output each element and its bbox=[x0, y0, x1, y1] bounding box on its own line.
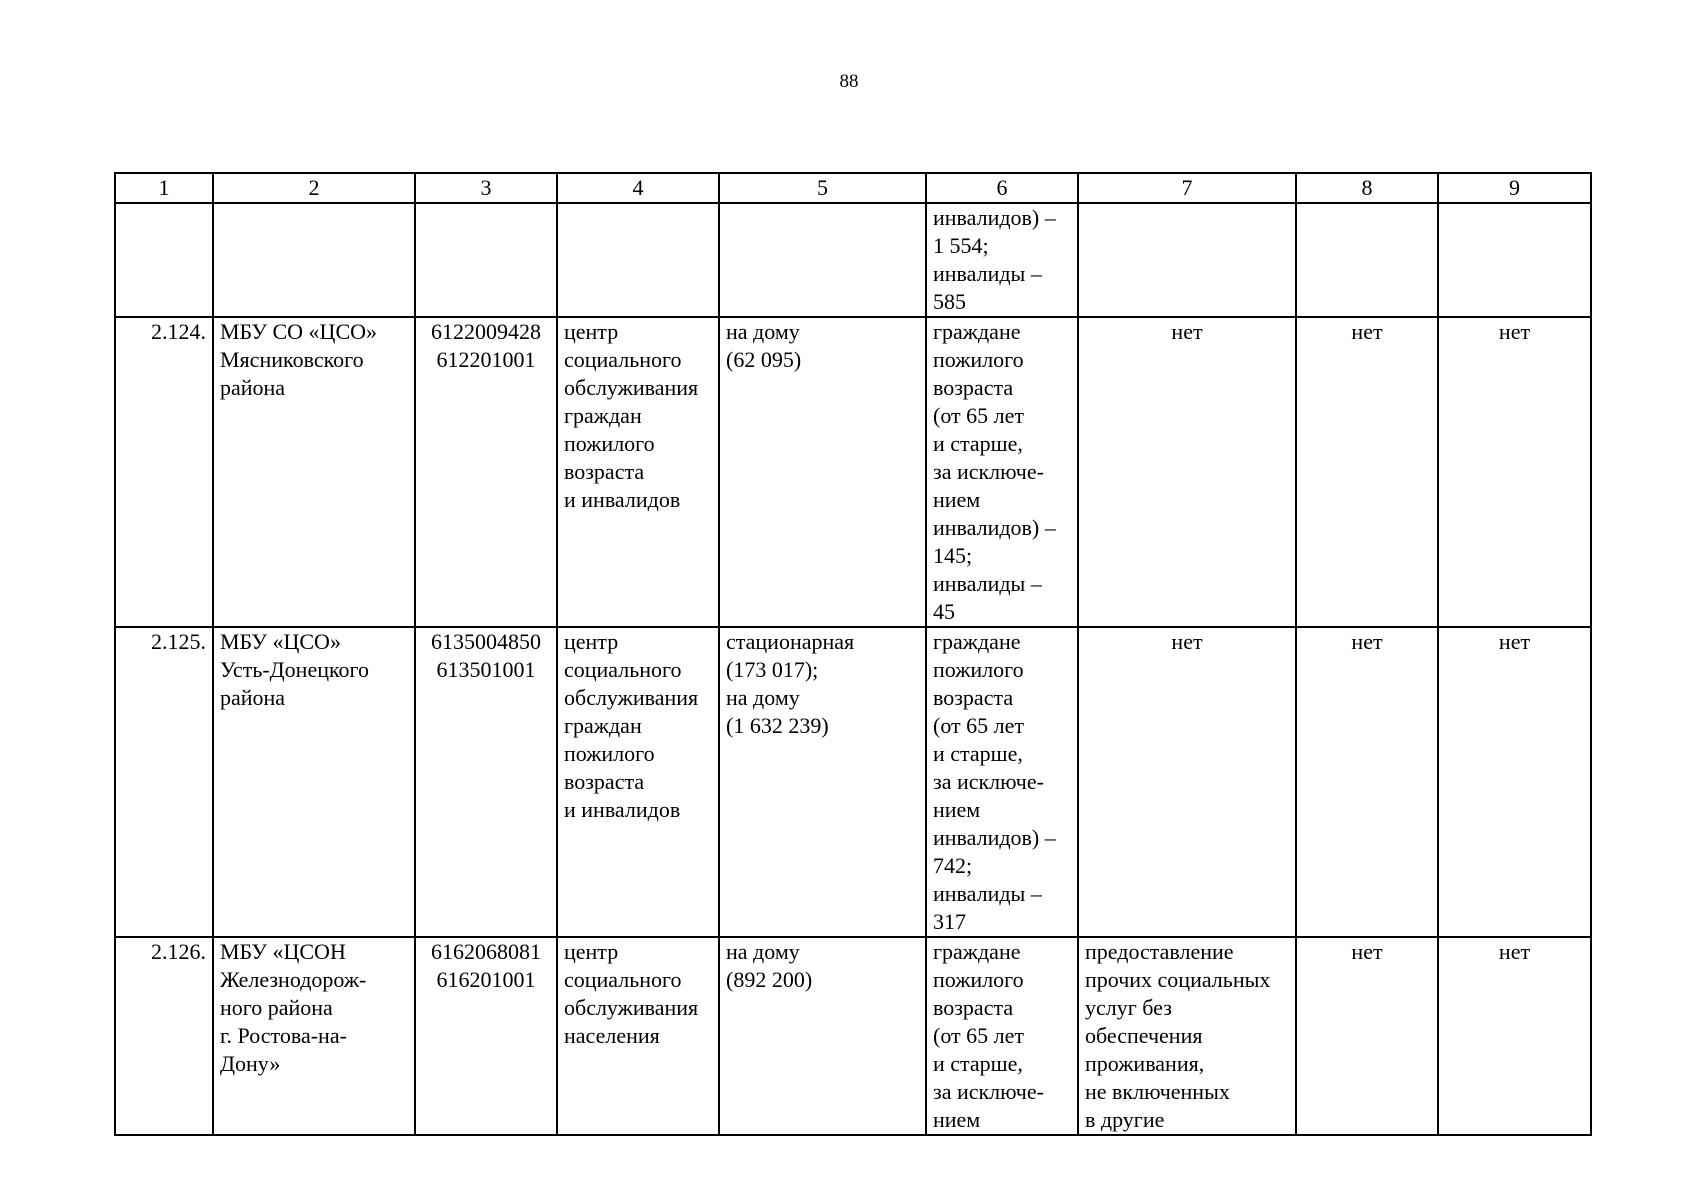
inn-value: 6122009428 bbox=[431, 319, 541, 344]
continuation-row bbox=[115, 203, 1591, 317]
text-line: проживания, bbox=[1085, 1051, 1205, 1076]
cell-organization-type bbox=[557, 937, 719, 1135]
text-line: за исключе- bbox=[933, 459, 1044, 484]
header-cell-8: 8 bbox=[1296, 173, 1438, 203]
organizations-table bbox=[114, 172, 1592, 1136]
text-line: за исключе- bbox=[933, 769, 1044, 794]
text-line: (173 017); bbox=[726, 657, 819, 682]
text-line: и инвалидов bbox=[564, 487, 681, 512]
cell-number: 2.124. bbox=[115, 317, 213, 627]
text-line: (от 65 лет bbox=[933, 1023, 1025, 1048]
header-cell-5: 5 bbox=[719, 173, 926, 203]
cell-empty bbox=[115, 203, 213, 317]
cell-empty bbox=[557, 203, 719, 317]
kpp-value: 612201001 bbox=[436, 347, 536, 372]
text-line: и старше, bbox=[933, 741, 1023, 766]
cell-organization-name bbox=[213, 627, 415, 937]
text-line: возраста bbox=[933, 995, 1014, 1020]
header-cell-2: 2 bbox=[213, 173, 415, 203]
text-line: за исключе- bbox=[933, 1079, 1044, 1104]
text-line: Усть-Донецкого bbox=[220, 657, 370, 682]
text-line: инвалиды – bbox=[933, 261, 1042, 286]
cell-empty bbox=[1296, 203, 1438, 317]
table-row bbox=[115, 937, 1591, 1135]
header-cell-6: 6 bbox=[926, 173, 1078, 203]
text-line: граждане bbox=[933, 939, 1021, 964]
header-cell-7: 7 bbox=[1078, 173, 1296, 203]
text-line: стационарная bbox=[726, 629, 855, 654]
text-line: граждан bbox=[564, 403, 642, 428]
cell-col9: нет bbox=[1438, 317, 1591, 627]
cell-col9: нет bbox=[1438, 937, 1591, 1135]
cell-empty bbox=[415, 203, 557, 317]
text-line: обслуживания bbox=[564, 685, 699, 710]
text-line: социального bbox=[564, 967, 682, 992]
text-line: не включенных bbox=[1085, 1079, 1230, 1104]
text-line: инвалиды – bbox=[933, 571, 1042, 596]
cell-col9: нет bbox=[1438, 627, 1591, 937]
cell-col7 bbox=[1078, 317, 1296, 627]
text-line: центр bbox=[564, 629, 619, 654]
table-row bbox=[115, 627, 1591, 937]
text-line: населения bbox=[564, 1023, 660, 1048]
text-line: и инвалидов bbox=[564, 797, 681, 822]
text-line: инвалидов) – bbox=[933, 515, 1056, 540]
cell-empty bbox=[719, 203, 926, 317]
text-line: нием bbox=[933, 1107, 981, 1132]
cell-col8: нет bbox=[1296, 937, 1438, 1135]
text-line: нет bbox=[1171, 629, 1203, 654]
text-line: в другие bbox=[1085, 1107, 1165, 1132]
header-cell-9: 9 bbox=[1438, 173, 1591, 203]
cell-number: 2.126. bbox=[115, 937, 213, 1135]
text-line: возраста bbox=[564, 769, 645, 794]
text-line: пожилого bbox=[933, 347, 1024, 372]
cell-col8: нет bbox=[1296, 317, 1438, 627]
text-line: на дому bbox=[726, 685, 800, 710]
text-line: возраста bbox=[933, 375, 1014, 400]
text-line: г. Ростова-на- bbox=[220, 1023, 347, 1048]
text-line: пожилого bbox=[564, 741, 655, 766]
text-line: (892 200) bbox=[726, 967, 813, 992]
table-row bbox=[115, 317, 1591, 627]
text-line: (1 632 239) bbox=[726, 713, 829, 738]
text-line: (от 65 лет bbox=[933, 403, 1025, 428]
cell-inn-kpp bbox=[415, 627, 557, 937]
cell-category bbox=[926, 937, 1078, 1135]
text-line: (от 65 лет bbox=[933, 713, 1025, 738]
text-line: инвалиды – bbox=[933, 881, 1042, 906]
cell-category bbox=[926, 627, 1078, 937]
text-line: 1 554; bbox=[933, 233, 989, 258]
text-line: Мясниковского bbox=[220, 347, 364, 372]
cell-number: 2.125. bbox=[115, 627, 213, 937]
text-line: и старше, bbox=[933, 431, 1023, 456]
text-line: МБУ СО «ЦСО» bbox=[220, 319, 378, 344]
header-cell-4: 4 bbox=[557, 173, 719, 203]
header-row bbox=[115, 173, 1591, 203]
text-line: обеспечения bbox=[1085, 1023, 1203, 1048]
cell-organization-name bbox=[213, 317, 415, 627]
text-line: граждан bbox=[564, 713, 642, 738]
text-line: 742; bbox=[933, 853, 973, 878]
text-line: 145; bbox=[933, 543, 973, 568]
text-line: ного района bbox=[220, 995, 333, 1020]
text-line: социального bbox=[564, 657, 682, 682]
text-line: граждане bbox=[933, 629, 1021, 654]
header-cell-1: 1 bbox=[115, 173, 213, 203]
text-line: пожилого bbox=[933, 967, 1024, 992]
cell-organization-type bbox=[557, 317, 719, 627]
text-line: (62 095) bbox=[726, 347, 802, 372]
text-line: МБУ «ЦСО» bbox=[220, 629, 341, 654]
text-line: услуг без bbox=[1085, 995, 1172, 1020]
cell-col7 bbox=[1078, 937, 1296, 1135]
text-line: инвалидов) – bbox=[933, 825, 1056, 850]
text-line: обслуживания bbox=[564, 995, 699, 1020]
text-line: 45 bbox=[933, 599, 955, 624]
inn-value: 6162068081 bbox=[431, 939, 541, 964]
cell-col8: нет bbox=[1296, 627, 1438, 937]
cell-category bbox=[926, 317, 1078, 627]
cell-service-form bbox=[719, 937, 926, 1135]
text-line: граждане bbox=[933, 319, 1021, 344]
text-line: Железнодорож- bbox=[220, 967, 367, 992]
text-line: 585 bbox=[933, 289, 966, 314]
cell-empty bbox=[1078, 203, 1296, 317]
text-line: предоставление bbox=[1085, 939, 1234, 964]
text-line: пожилого bbox=[933, 657, 1024, 682]
text-line: нием bbox=[933, 487, 981, 512]
cell-organization-name bbox=[213, 937, 415, 1135]
text-line: и старше, bbox=[933, 1051, 1023, 1076]
page-number: 88 bbox=[839, 71, 859, 92]
text-line: центр bbox=[564, 319, 619, 344]
kpp-value: 613501001 bbox=[436, 657, 536, 682]
text-line: нет bbox=[1171, 319, 1203, 344]
inn-value: 6135004850 bbox=[431, 629, 541, 654]
text-line: центр bbox=[564, 939, 619, 964]
text-line: 317 bbox=[933, 909, 966, 934]
text-line: нием bbox=[933, 797, 981, 822]
cell-empty bbox=[1438, 203, 1591, 317]
text-line: МБУ «ЦСОН bbox=[220, 939, 346, 964]
cell-inn-kpp bbox=[415, 317, 557, 627]
header-cell-3: 3 bbox=[415, 173, 557, 203]
kpp-value: 616201001 bbox=[436, 967, 536, 992]
text-line: Дону» bbox=[220, 1051, 281, 1076]
text-line: социального bbox=[564, 347, 682, 372]
text-line: района bbox=[220, 685, 286, 710]
cell-inn-kpp bbox=[415, 937, 557, 1135]
text-line: обслуживания bbox=[564, 375, 699, 400]
cell-organization-type bbox=[557, 627, 719, 937]
text-line: пожилого bbox=[564, 431, 655, 456]
cell-empty bbox=[213, 203, 415, 317]
text-line: возраста bbox=[564, 459, 645, 484]
text-line: на дому bbox=[726, 319, 800, 344]
text-line: на дому bbox=[726, 939, 800, 964]
cell-category bbox=[926, 203, 1078, 317]
text-line: прочих социальных bbox=[1085, 967, 1271, 992]
cell-service-form bbox=[719, 627, 926, 937]
text-line: района bbox=[220, 375, 286, 400]
cell-col7 bbox=[1078, 627, 1296, 937]
cell-service-form bbox=[719, 317, 926, 627]
text-line: инвалидов) – bbox=[933, 205, 1056, 230]
text-line: возраста bbox=[933, 685, 1014, 710]
